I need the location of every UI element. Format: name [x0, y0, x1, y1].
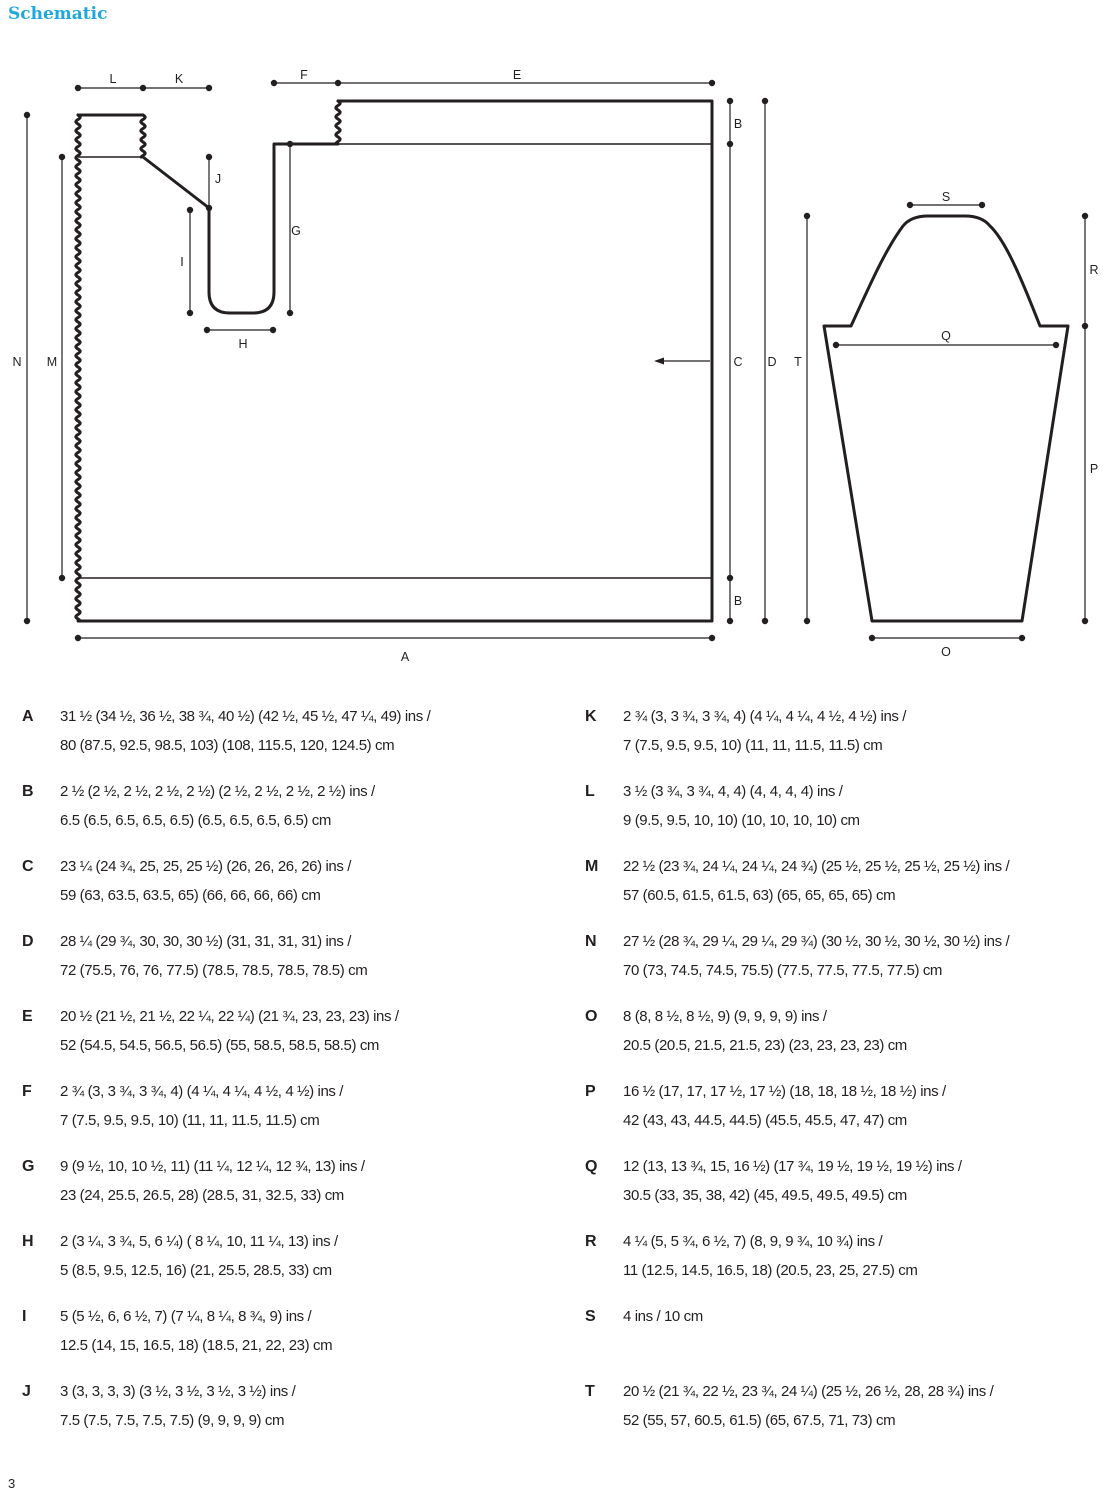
measurement-values — [623, 927, 1085, 985]
measurement-letter: L — [585, 783, 595, 800]
label-s: S — [941, 190, 951, 204]
label-c: C — [733, 355, 743, 369]
dimension-labels — [12, 68, 1098, 664]
measurement-values — [60, 702, 522, 760]
measurement-cm: 12.5 (14, 15, 16.5, 18) (18.5, 21, 22, 23) cm — [60, 1337, 333, 1354]
measurement-ins: 2 ½ (2 ½, 2 ½, 2 ½, 2 ½) (2 ½, 2 ½, 2 ½, 2 ½) ins / — [60, 783, 375, 800]
measurement-ins: 4 ins / 10 cm — [623, 1308, 703, 1325]
measurement-letter: F — [22, 1083, 32, 1100]
measurement-letter: T — [585, 1383, 595, 1400]
label-n: N — [12, 355, 22, 369]
measurement-ins: 2 ¾ (3, 3 ¾, 3 ¾, 4) (4 ¼, 4 ¼, 4 ½, 4 ½) ins / — [60, 1083, 344, 1100]
measurement-values — [623, 1152, 1085, 1210]
measurement-p — [585, 1077, 1085, 1135]
label-g: G — [291, 224, 301, 238]
label-a: A — [400, 650, 410, 664]
measurement-letter: R — [585, 1233, 597, 1250]
measurement-f — [22, 1077, 522, 1135]
measurement-ins: 20 ½ (21 ½, 21 ½, 22 ¼, 22 ¼) (21 ¾, 23, 23, 23) ins / — [60, 1008, 399, 1025]
measurement-ins: 3 (3, 3, 3, 3) (3 ½, 3 ½, 3 ½, 3 ½) ins / — [60, 1383, 296, 1400]
label-l: L — [109, 72, 117, 86]
measurement-letter: Q — [585, 1158, 598, 1175]
measurement-letter: H — [22, 1233, 34, 1250]
label-p: P — [1089, 462, 1099, 476]
measurement-g — [22, 1152, 522, 1210]
measurement-values — [60, 1077, 522, 1135]
measurement-b — [22, 777, 522, 835]
measurement-letter: J — [22, 1383, 31, 1400]
measurement-ins: 27 ½ (28 ¾, 29 ¼, 29 ¼, 29 ¾) (30 ½, 30 ½, 30 ½, 30 ½) ins / — [623, 933, 1010, 950]
measurement-l — [585, 777, 1085, 835]
measurement-cm: 23 (24, 25.5, 26.5, 28) (28.5, 31, 32.5, 33) cm — [60, 1187, 344, 1204]
measurement-values — [623, 1077, 1085, 1135]
label-e: E — [512, 68, 522, 82]
measurement-ins: 4 ¼ (5, 5 ¾, 6 ½, 7) (8, 9, 9 ¾, 10 ¾) ins / — [623, 1233, 883, 1250]
measurement-ins: 22 ½ (23 ¾, 24 ¼, 24 ¼, 24 ¾) (25 ½, 25 ½, 25 ½, 25 ½) ins / — [623, 858, 1010, 875]
measurement-ins: 8 (8, 8 ½, 8 ½, 9) (9, 9, 9, 9) ins / — [623, 1008, 827, 1025]
measurement-ins: 20 ½ (21 ¾, 22 ½, 23 ¾, 24 ¼) (25 ½, 26 ½, 28, 28 ¾) ins / — [623, 1383, 994, 1400]
measurement-ins: 2 ¾ (3, 3 ¾, 3 ¾, 4) (4 ¼, 4 ¼, 4 ½, 4 ½) ins / — [623, 708, 907, 725]
measurement-ins: 23 ¼ (24 ¾, 25, 25, 25 ½) (26, 26, 26, 26) ins / — [60, 858, 351, 875]
measurement-letter: P — [585, 1083, 596, 1100]
measurement-ins: 3 ½ (3 ¾, 3 ¾, 4, 4) (4, 4, 4, 4) ins / — [623, 783, 843, 800]
shoulder-step-outline — [143, 144, 338, 313]
measurement-k — [585, 702, 1085, 760]
measurement-letter: M — [585, 858, 598, 875]
sleeve-piece — [824, 216, 1068, 621]
measurement-values — [60, 927, 522, 985]
measurement-letter: I — [22, 1308, 27, 1325]
label-r: R — [1089, 263, 1099, 277]
measurement-letter: N — [585, 933, 597, 950]
measurement-q — [585, 1152, 1085, 1210]
left-wavy-edge — [76, 115, 80, 621]
label-f: F — [300, 68, 308, 82]
shoulder-wavy-edge — [336, 101, 340, 144]
measurement-letter: B — [22, 783, 34, 800]
measurement-cm: 20.5 (20.5, 21.5, 21.5, 23) (23, 23, 23, 23) cm — [623, 1037, 907, 1054]
measurement-cm: 6.5 (6.5, 6.5, 6.5, 6.5) (6.5, 6.5, 6.5, 6.5) cm — [60, 812, 331, 829]
measurement-cm: 57 (60.5, 61.5, 61.5, 63) (65, 65, 65, 65) cm — [623, 887, 896, 904]
measurement-m — [585, 852, 1085, 910]
measurement-values — [60, 777, 522, 835]
measurement-values — [623, 1302, 1085, 1331]
measurement-cm: 11 (12.5, 14.5, 16.5, 18) (20.5, 23, 25, 27.5) cm — [623, 1262, 918, 1279]
measurement-values — [623, 1227, 1085, 1285]
measurement-t — [585, 1377, 1085, 1435]
measurement-cm: 5 (8.5, 9.5, 12.5, 16) (21, 25.5, 28.5, 33) cm — [60, 1262, 332, 1279]
measurement-a — [22, 702, 522, 760]
measurement-cm: 9 (9.5, 9.5, 10, 10) (10, 10, 10, 10) cm — [623, 812, 860, 829]
measurement-r — [585, 1227, 1085, 1285]
measurement-values — [623, 852, 1085, 910]
measurement-cm: 80 (87.5, 92.5, 98.5, 103) (108, 115.5, 120, 124.5) cm — [60, 737, 395, 754]
measurement-values — [60, 1002, 522, 1060]
label-j: J — [214, 172, 222, 186]
measurement-cm: 30.5 (33, 35, 38, 42) (45, 49.5, 49.5, 49.5) cm — [623, 1187, 907, 1204]
measurement-ins: 31 ½ (34 ½, 36 ½, 38 ¾, 40 ½) (42 ½, 45 ½, 47 ¼, 49) ins / — [60, 708, 431, 725]
sleeve-outline — [824, 216, 1068, 621]
body-piece — [76, 101, 712, 621]
measurement-i — [22, 1302, 522, 1360]
measurement-values — [60, 1227, 522, 1285]
measurement-values — [60, 1302, 522, 1360]
label-o: O — [941, 645, 951, 659]
measurement-cm: 7.5 (7.5, 7.5, 7.5, 7.5) (9, 9, 9, 9) cm — [60, 1412, 285, 1429]
page-number: 3 — [8, 1476, 16, 1491]
measurement-letter: D — [22, 933, 34, 950]
measurement-ins: 28 ¼ (29 ¾, 30, 30, 30 ½) (31, 31, 31, 31) ins / — [60, 933, 351, 950]
measurement-cm: 52 (54.5, 54.5, 56.5, 56.5) (55, 58.5, 58.5, 58.5) cm — [60, 1037, 380, 1054]
measurement-letter: C — [22, 858, 34, 875]
measurement-values — [60, 1152, 522, 1210]
measurement-letter: G — [22, 1158, 35, 1175]
collar-wavy-edge — [141, 115, 145, 157]
measurement-values — [60, 1377, 522, 1435]
body-inner-lines — [78, 144, 712, 578]
measurement-s — [585, 1302, 1085, 1331]
measurement-letter: S — [585, 1308, 596, 1325]
measurement-ins: 9 (9 ½, 10, 10 ½, 11) (11 ¼, 12 ¼, 12 ¾, 13) ins / — [60, 1158, 365, 1175]
measurement-cm: 7 (7.5, 9.5, 9.5, 10) (11, 11, 11.5, 11.5) cm — [60, 1112, 320, 1129]
measurement-values — [623, 702, 1085, 760]
measurement-h — [22, 1227, 522, 1285]
measurement-letter: K — [585, 708, 597, 725]
measurement-values — [60, 852, 522, 910]
schematic-diagram — [0, 0, 1109, 670]
label-k: K — [174, 72, 184, 86]
measurement-c — [22, 852, 522, 910]
measurement-values — [623, 1002, 1085, 1060]
measurement-letter: O — [585, 1008, 598, 1025]
measurement-ins: 16 ½ (17, 17, 17 ½, 17 ½) (18, 18, 18 ½, 18 ½) ins / — [623, 1083, 946, 1100]
measurement-cm: 59 (63, 63.5, 63.5, 65) (66, 66, 66, 66) cm — [60, 887, 321, 904]
measurement-cm: 72 (75.5, 76, 76, 77.5) (78.5, 78.5, 78.5, 78.5) cm — [60, 962, 368, 979]
measurement-e — [22, 1002, 522, 1060]
label-b-top: B — [733, 117, 743, 131]
measurement-cm: 42 (43, 43, 44.5, 44.5) (45.5, 45.5, 47, 47) cm — [623, 1112, 907, 1129]
dimension-lines — [24, 80, 1087, 640]
measurement-d — [22, 927, 522, 985]
label-i: I — [180, 255, 184, 269]
measurement-ins: 5 (5 ½, 6, 6 ½, 7) (7 ¼, 8 ¼, 8 ¾, 9) ins / — [60, 1308, 312, 1325]
measurement-o — [585, 1002, 1085, 1060]
label-d: D — [767, 355, 777, 369]
measurement-values — [623, 777, 1085, 835]
measurement-cm: 7 (7.5, 9.5, 9.5, 10) (11, 11, 11.5, 11.5) cm — [623, 737, 883, 754]
label-b-bottom: B — [733, 594, 743, 608]
label-m: M — [46, 355, 58, 369]
measurement-values — [623, 1377, 1085, 1435]
label-h: H — [238, 337, 248, 351]
measurement-ins: 12 (13, 13 ¾, 15, 16 ½) (17 ¾, 19 ½, 19 ½, 19 ½) ins / — [623, 1158, 962, 1175]
measurement-letter: A — [22, 708, 34, 725]
measurement-cm: 52 (55, 57, 60.5, 61.5) (65, 67.5, 71, 73) cm — [623, 1412, 896, 1429]
measurement-ins: 2 (3 ¼, 3 ¾, 5, 6 ¼) ( 8 ¼, 10, 11 ¼, 13) ins / — [60, 1233, 338, 1250]
measurement-cm: 70 (73, 74.5, 74.5, 75.5) (77.5, 77.5, 77.5, 77.5) cm — [623, 962, 943, 979]
label-q: Q — [941, 329, 951, 343]
measurement-letter: E — [22, 1008, 33, 1025]
measurement-n — [585, 927, 1085, 985]
page-title: Schematic — [8, 4, 108, 24]
measurement-j — [22, 1377, 522, 1435]
label-t: T — [794, 355, 802, 369]
